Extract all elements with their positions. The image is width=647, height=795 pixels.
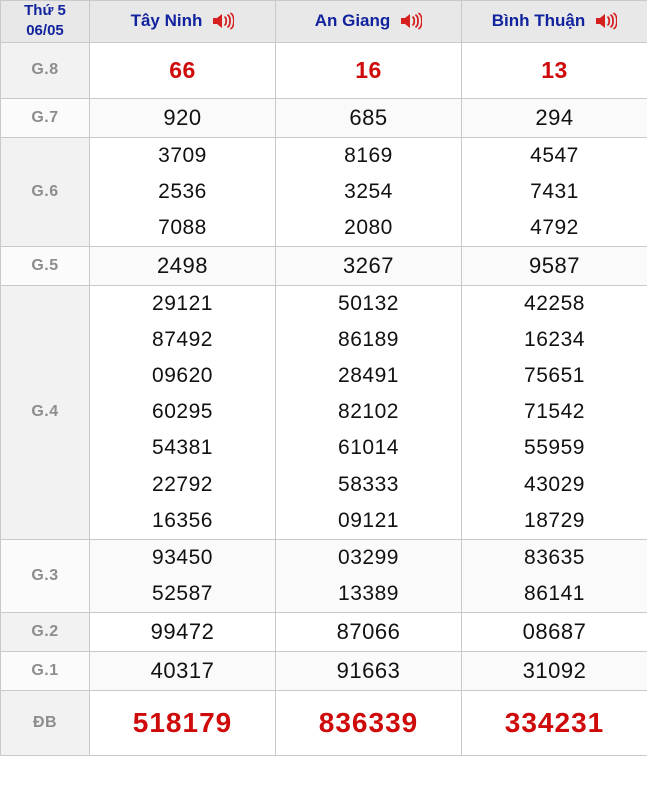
prize-values-cell — [462, 286, 647, 540]
prize-values-cell — [90, 613, 276, 652]
table-row — [1, 539, 647, 612]
lottery-number: 9587 — [529, 253, 580, 279]
lottery-number: 52587 — [152, 581, 213, 605]
lottery-number: 18729 — [524, 508, 585, 532]
lottery-number: 09121 — [338, 508, 399, 532]
table-row — [1, 99, 647, 138]
prize-values-cell — [462, 137, 647, 246]
lottery-number: 294 — [535, 105, 574, 131]
prize-values-cell — [90, 42, 276, 99]
header-row — [1, 1, 647, 43]
lottery-number: 86189 — [338, 328, 399, 352]
lottery-number: 91663 — [336, 657, 401, 683]
lottery-number: 29121 — [152, 292, 213, 316]
lottery-number: 22792 — [152, 472, 213, 496]
province-name-2: An Giang — [314, 11, 391, 31]
table-row — [1, 690, 647, 755]
province-header-3[interactable] — [462, 1, 647, 43]
lottery-number: 3254 — [344, 179, 393, 203]
lottery-number: 03299 — [338, 545, 399, 569]
lottery-number: 50132 — [338, 292, 399, 316]
prize-values-cell — [462, 99, 647, 138]
lottery-number: 58333 — [338, 472, 399, 496]
date-line-2: 06/05 — [26, 22, 64, 40]
lottery-number: 685 — [349, 105, 388, 131]
lottery-number: 75651 — [524, 364, 585, 388]
prize-values-cell — [462, 613, 647, 652]
prize-values-cell — [462, 690, 647, 755]
lottery-number: 09620 — [152, 364, 213, 388]
lottery-number: 40317 — [150, 657, 215, 683]
lottery-number: 42258 — [524, 292, 585, 316]
table-row — [1, 137, 647, 246]
lottery-number: 3267 — [343, 253, 394, 279]
lottery-number: 43029 — [524, 472, 585, 496]
table-row — [1, 651, 647, 690]
speaker-icon[interactable] — [595, 11, 617, 31]
lottery-number: 87492 — [152, 328, 213, 352]
prize-values-cell — [276, 690, 462, 755]
lottery-number: 83635 — [524, 545, 585, 569]
speaker-icon[interactable] — [400, 11, 422, 31]
table-header — [1, 1, 647, 43]
prize-values-cell — [90, 137, 276, 246]
prize-values-cell — [90, 539, 276, 612]
lottery-number: 7431 — [530, 179, 579, 203]
lottery-number: 13 — [541, 56, 568, 83]
prize-values-cell — [90, 651, 276, 690]
province-name-3: Bình Thuận — [491, 11, 586, 31]
prize-values-cell — [276, 99, 462, 138]
prize-values-cell — [462, 247, 647, 286]
province-header-2[interactable] — [276, 1, 462, 43]
lottery-number: 16234 — [524, 328, 585, 352]
prize-values-cell — [276, 286, 462, 540]
lottery-number: 86141 — [524, 581, 585, 605]
table-row — [1, 286, 647, 540]
lottery-number: 4792 — [530, 216, 579, 240]
date-line-1: Thứ 5 — [24, 2, 66, 19]
lottery-number: 08687 — [522, 619, 587, 645]
prize-label: G.6 — [1, 137, 90, 246]
prize-values-cell — [276, 539, 462, 612]
prize-values-cell — [276, 42, 462, 99]
lottery-number: 2536 — [158, 179, 207, 203]
speaker-icon[interactable] — [212, 11, 234, 31]
lottery-number: 16356 — [152, 508, 213, 532]
lottery-number: 334231 — [504, 706, 605, 738]
lottery-number: 61014 — [338, 436, 399, 460]
lottery-number: 2498 — [157, 253, 208, 279]
table-row — [1, 247, 647, 286]
lottery-number: 54381 — [152, 436, 213, 460]
lottery-number: 31092 — [522, 657, 587, 683]
table-row — [1, 613, 647, 652]
lottery-number: 60295 — [152, 400, 213, 424]
prize-label: G.7 — [1, 99, 90, 138]
prize-values-cell — [276, 247, 462, 286]
prize-values-cell — [462, 539, 647, 612]
lottery-number: 93450 — [152, 545, 213, 569]
lottery-number: 87066 — [336, 619, 401, 645]
prize-label: ĐB — [1, 690, 90, 755]
lottery-number: 82102 — [338, 400, 399, 424]
prize-label: G.8 — [1, 42, 90, 99]
prize-label: G.2 — [1, 613, 90, 652]
prize-values-cell — [90, 286, 276, 540]
prize-values-cell — [462, 651, 647, 690]
lottery-number: 71542 — [524, 400, 585, 424]
lottery-number: 3709 — [158, 143, 207, 167]
lottery-number: 920 — [163, 105, 202, 131]
lottery-number: 66 — [169, 56, 196, 83]
prize-label: G.4 — [1, 286, 90, 540]
lottery-number: 2080 — [344, 216, 393, 240]
province-header-1[interactable] — [90, 1, 276, 43]
lottery-number: 13389 — [338, 581, 399, 605]
prize-values-cell — [462, 42, 647, 99]
prize-label: G.3 — [1, 539, 90, 612]
prize-label: G.1 — [1, 651, 90, 690]
prize-values-cell — [276, 137, 462, 246]
prize-values-cell — [90, 99, 276, 138]
province-name-1: Tây Ninh — [130, 11, 203, 31]
table-row — [1, 42, 647, 99]
lottery-number: 518179 — [132, 706, 233, 738]
prize-values-cell — [276, 613, 462, 652]
lottery-number: 836339 — [318, 706, 419, 738]
lottery-number: 28491 — [338, 364, 399, 388]
lottery-number: 4547 — [530, 143, 579, 167]
date-cell — [1, 1, 90, 43]
lottery-number: 7088 — [158, 216, 207, 240]
prize-label: G.5 — [1, 247, 90, 286]
lottery-number: 99472 — [150, 619, 215, 645]
table-body — [1, 42, 647, 755]
prize-values-cell — [90, 247, 276, 286]
lottery-number: 55959 — [524, 436, 585, 460]
prize-values-cell — [276, 651, 462, 690]
prize-values-cell — [90, 690, 276, 755]
lottery-number: 8169 — [344, 143, 393, 167]
lottery-number: 16 — [355, 56, 382, 83]
